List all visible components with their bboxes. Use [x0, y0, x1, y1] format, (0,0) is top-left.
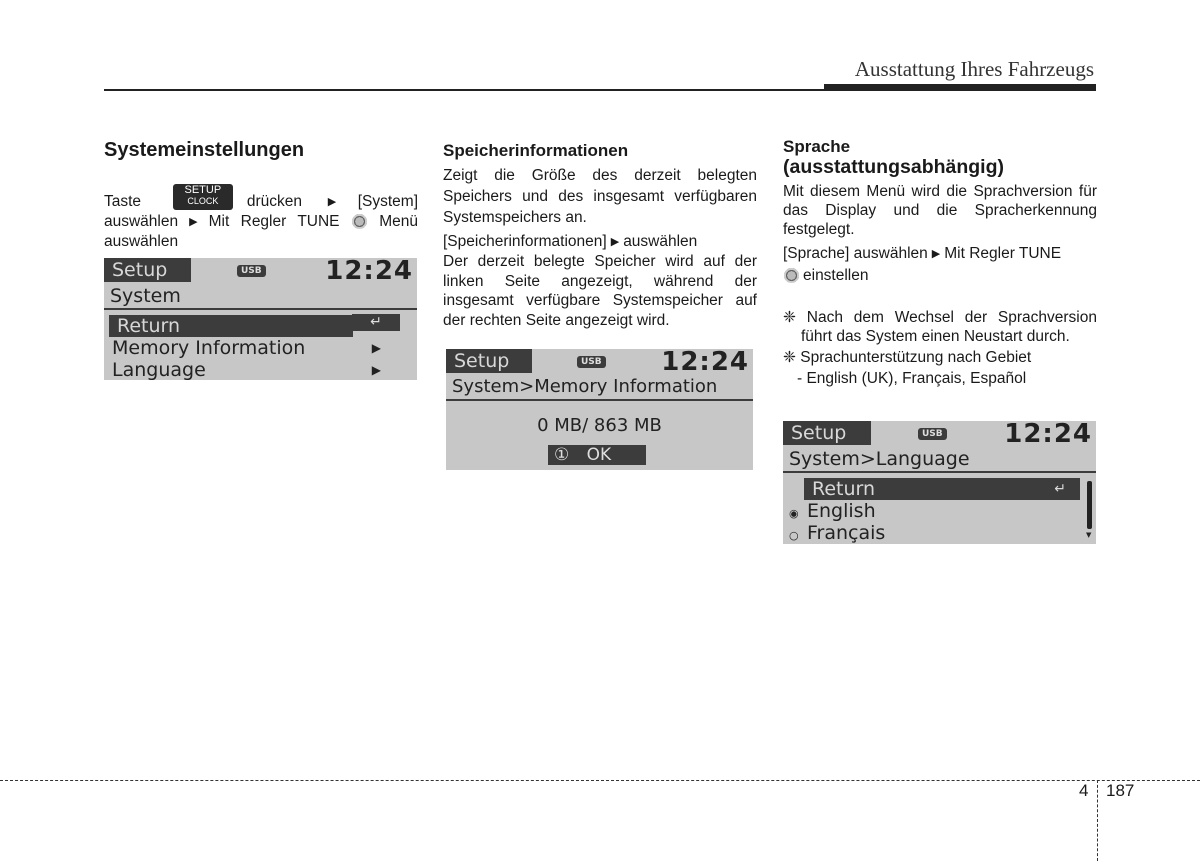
- radio-selected-icon: ◉: [789, 507, 799, 520]
- druecken-label: drücken: [246, 193, 302, 210]
- menu-item-return[interactable]: Return ↵: [804, 478, 1080, 500]
- screen-system-menu: [104, 258, 417, 380]
- menu-item-memory-information[interactable]: Memory Information ▶: [112, 337, 381, 359]
- scrollbar-thumb[interactable]: [1087, 481, 1092, 529]
- tune-knob-icon: [352, 214, 367, 229]
- setup-clock-key-icon: SETUP CLOCK: [173, 184, 233, 210]
- column-language: [783, 138, 1097, 390]
- screen-memory-info: [446, 349, 753, 470]
- screen-title: System>Language: [783, 447, 1096, 473]
- note-restart: ❈ Nach dem Wechsel der Sprachversion führt das System einen Neustart durch.: [783, 309, 1097, 345]
- screen-title: System: [104, 284, 417, 310]
- menu-item-language[interactable]: Language ▶: [112, 359, 381, 380]
- column-system-settings: [104, 138, 418, 251]
- tune-knob-icon: [784, 268, 799, 283]
- language-description: Mit diesem Menü wird die Sprachversion für das Display und die Spracherkennung festgelegt.: [783, 183, 1097, 238]
- note-region-support: ❈ Sprachunterstützung nach Gebiet: [783, 349, 1032, 366]
- memory-description: Zeigt die Größe des derzeit belegten Speichers und des insgesamt verfügbaren Systemspeichers an.: [443, 167, 757, 226]
- section-heading-language: Sprache: [783, 137, 851, 156]
- number-one-icon: ①: [554, 445, 570, 465]
- screen-tab-setup: Setup: [446, 349, 532, 373]
- screen-clock: 12:24: [661, 349, 749, 377]
- instruction-paragraph: [104, 184, 418, 251]
- scroll-down-icon: ▼: [1086, 531, 1092, 539]
- memory-explanation: Der derzeit belegte Speicher wird auf der linken Seite angezeigt, während der insgesamt verfügbare Systemspeicher auf der rechten Seite angezeigt wird.: [443, 253, 757, 329]
- screen-header: [783, 421, 1096, 447]
- memory-select-instruction: [Speicherinformationen] ▶ auswählen: [443, 233, 698, 250]
- screen-header: [446, 349, 753, 375]
- screen-tab-setup: Setup: [104, 258, 191, 282]
- footer-rule: [0, 780, 1200, 781]
- chapter-number: 4: [1079, 781, 1089, 800]
- screen-language-menu: [783, 421, 1096, 544]
- screen-header: [104, 258, 417, 284]
- screen-title: System>Memory Information: [446, 375, 753, 401]
- triangle-right-icon: ▶: [931, 248, 941, 260]
- page-number: 187: [1106, 781, 1135, 800]
- language-option-english[interactable]: ◉ English: [783, 500, 1096, 522]
- tune-label: Mit Regler TUNE: [208, 213, 340, 230]
- chevron-right-icon: ▶: [371, 363, 381, 377]
- usb-icon: USB: [237, 265, 266, 277]
- screen-clock: 12:24: [325, 258, 413, 286]
- triangle-right-icon: ▶: [327, 196, 354, 208]
- system-select-label: [System]: [357, 193, 419, 210]
- screen-clock: 12:24: [1004, 421, 1092, 449]
- radio-unselected-icon: ○: [789, 529, 799, 542]
- auswaehlen-label-2: auswählen: [104, 233, 179, 250]
- ok-button[interactable]: [548, 445, 646, 465]
- chevron-right-icon: ▶: [371, 341, 381, 355]
- section-heading-system-settings: Systemeinstellungen: [104, 139, 305, 161]
- usb-icon: USB: [577, 356, 606, 368]
- header-rule: [104, 89, 1096, 91]
- section-heading-memory-info: Speicherinformationen: [443, 141, 629, 160]
- ok-label: OK: [586, 445, 612, 465]
- language-select-instruction: [Sprache] auswählen ▶ Mit Regler TUNE einstellen: [783, 245, 1062, 284]
- memory-usage-value: 0 MB/ 863 MB: [537, 415, 662, 436]
- return-arrow-icon: ↵: [1054, 481, 1066, 497]
- triangle-right-icon: ▶: [182, 216, 205, 228]
- return-arrow-icon[interactable]: ↵: [352, 314, 400, 331]
- running-header: Ausstattung Ihres Fahrzeugs: [854, 57, 1094, 81]
- auswaehlen-label: auswählen: [104, 213, 179, 230]
- triangle-right-icon: ▶: [610, 236, 620, 248]
- menu-label: Menü: [379, 213, 418, 230]
- menu-item-return[interactable]: Return: [109, 315, 353, 337]
- screen-tab-setup: Setup: [783, 421, 871, 445]
- scrollbar[interactable]: [1086, 479, 1094, 539]
- note-region-languages: - English (UK), Français, Español: [797, 370, 1027, 387]
- footer-divider: [1097, 780, 1098, 861]
- usb-icon: USB: [918, 428, 947, 440]
- section-subheading-optional: (ausstattungsabhängig): [783, 156, 1005, 178]
- language-option-francais[interactable]: ○ Français: [783, 522, 1096, 544]
- taste-label: Taste: [104, 193, 142, 210]
- column-memory-info: [443, 141, 757, 330]
